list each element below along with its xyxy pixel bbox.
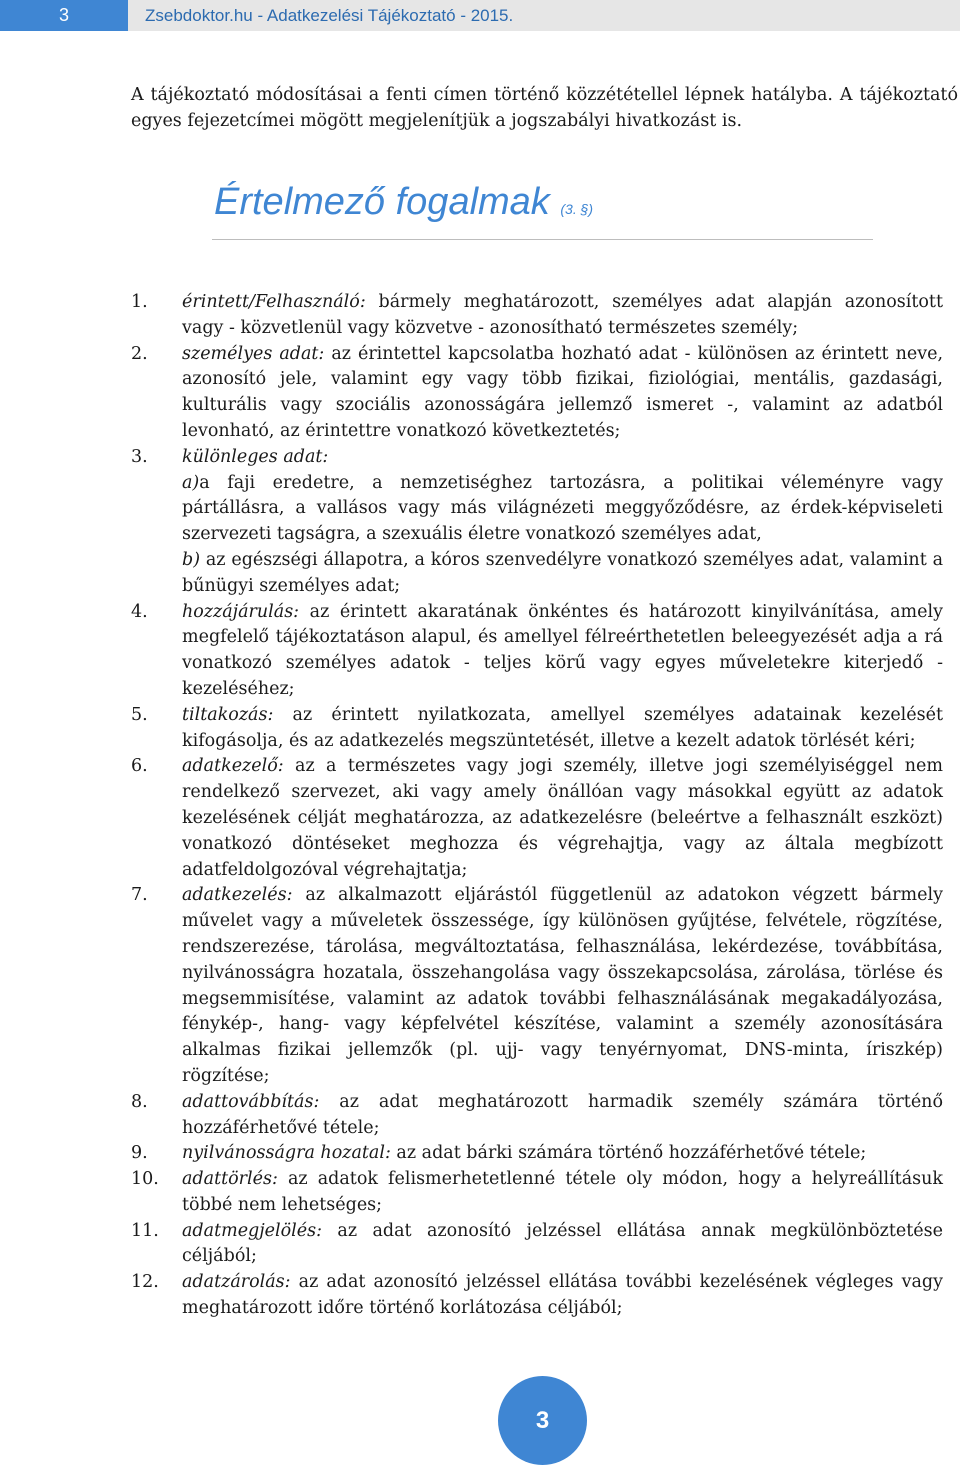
- subclause-a-label: a): [182, 472, 200, 493]
- definition-item: [131, 1167, 943, 1219]
- running-header: [0, 0, 960, 31]
- definition-number: 5.: [131, 704, 148, 725]
- definition-item: [131, 883, 943, 1089]
- definition-number: 3.: [131, 446, 148, 467]
- definition-body: [182, 290, 943, 342]
- definition-item: [131, 445, 943, 600]
- subclause-a: [182, 471, 943, 548]
- definition-body: [182, 1141, 943, 1167]
- definition-term: tiltakozás:: [182, 704, 274, 725]
- definition-text: az adat bárki számára történő hozzáférhetővé tétele;: [390, 1143, 867, 1164]
- definition-body: [182, 703, 943, 755]
- definition-body: [182, 1090, 943, 1142]
- subclause-b: [182, 548, 943, 600]
- header-page-number: 3: [0, 0, 128, 31]
- definition-number: 7.: [131, 885, 148, 906]
- definition-body: [182, 754, 943, 883]
- section-legal-ref: (3. §): [560, 201, 594, 217]
- definition-number: 6.: [131, 756, 148, 777]
- definition-item: [131, 1219, 943, 1271]
- definition-text: bármely meghatározott, személyes adat alapján azonosított vagy - közvetlenül vagy közvetve - azonosítható természetes személy;: [182, 292, 943, 338]
- definition-body: [182, 600, 943, 703]
- subclause-b-text: az egészségi állapotra, a kóros szenvedélyre vonatkozó személyes adat, valamint a bűnügyi személyes adat;: [182, 549, 943, 596]
- definition-number: 1.: [131, 292, 148, 312]
- definition-body: [182, 1219, 943, 1271]
- definition-body: [182, 1167, 943, 1219]
- definition-term: adatkezelés:: [182, 885, 293, 906]
- definition-item: [131, 600, 943, 703]
- definition-text: az a természetes vagy jogi személy, illetve jogi személyiséggel nem rendelkező szervezet, aki vagy amely önállóan vagy másokkal együtt az adatok kezelésének célját meghatározza, az adatkezelésre (beleértve a felhasznált eszközt) vonatkozó döntéseket meghozza és végrehajtja, vagy az általa megbízott adatfeldolgozóval végrehajtatja;: [182, 756, 943, 880]
- definition-number: 8.: [131, 1091, 148, 1112]
- definition-item: [131, 290, 943, 342]
- intro-paragraph: A tájékoztató módosításai a fenti címen történő közzététellel lépnek hatályba. A tájékoztató egyes fejezetcímei mögött megjelenítjük a jogszabályi hivatkozást is.: [131, 85, 958, 131]
- definition-term: érintett/Felhasználó:: [182, 292, 366, 312]
- definition-text: az érintett nyilatkozata, amellyel személyes adatainak kezelését kifogásolja, és az adatkezelés megszüntetését, illetve a kezelt adatok törlését kéri;: [182, 704, 943, 751]
- definition-text: az adatok felismerhetetlenné tétele oly módon, hogy a helyreállításuk többé nem lehetséges;: [182, 1169, 943, 1215]
- definition-item: [131, 342, 943, 445]
- definition-text: az adat azonosító jelzéssel ellátása további kezelésének végleges vagy meghatározott időre történő korlátozása céljából;: [182, 1272, 943, 1319]
- definition-number: 11.: [131, 1220, 159, 1241]
- definition-number: 2.: [131, 343, 148, 364]
- subclause-b-label: b): [182, 549, 201, 570]
- definition-text: az érintett akaratának önkéntes és határozott kinyilvánítása, amely megfelelő tájékoztatáson alapul, és amellyel félreérthetetlen beleegyezését adja a rá vonatkozó személyes adatok - teljes körű vagy egyes műveletekre kiterjedő - kezeléséhez;: [182, 601, 943, 699]
- subclause-a-text: a faji eredetre, a nemzetiséghez tartozásra, a politikai véleményre vagy pártállásra, a vallásos vagy más világnézeti meggyőződésre, az érdek-képviseleti szervezeti tagságra, a szexuális életre vonatkozó személyes adat,: [182, 472, 943, 545]
- definition-item: [131, 703, 943, 755]
- definition-term: különleges adat:: [182, 446, 329, 467]
- definition-term: adatkezelő:: [182, 756, 284, 777]
- header-title: Zsebdoktor.hu - Adatkezelési Tájékoztató - 2015.: [145, 6, 514, 25]
- definition-number: 12.: [131, 1272, 159, 1293]
- definition-term: személyes adat:: [182, 343, 325, 364]
- definition-term: adattovábbítás:: [182, 1091, 320, 1112]
- footer-page-number: 3: [498, 1376, 587, 1465]
- section-heading: [214, 174, 593, 237]
- definition-body: [182, 883, 943, 1089]
- definition-term: adatmegjelölés:: [182, 1220, 322, 1241]
- definition-item: [131, 1090, 943, 1142]
- definition-number: 10.: [131, 1169, 159, 1190]
- definition-term: adattörlés:: [182, 1169, 278, 1190]
- section-title-text: Értelmező fogalmak: [214, 181, 550, 223]
- definition-text: az adat meghatározott harmadik személy számára történő hozzáférhetővé tétele;: [182, 1091, 943, 1138]
- definition-body: [182, 342, 943, 445]
- definition-item: [131, 1270, 943, 1322]
- definition-number: 9.: [131, 1143, 148, 1164]
- definition-text: az adat azonosító jelzéssel ellátása annak megkülönböztetése céljából;: [182, 1220, 943, 1267]
- definition-number: 4.: [131, 601, 148, 622]
- definition-item: [131, 754, 943, 883]
- definition-body: [182, 445, 943, 600]
- definition-term: hozzájárulás:: [182, 601, 300, 622]
- definition-body: [182, 1270, 943, 1322]
- definition-term: nyilvánosságra hozatal:: [182, 1143, 391, 1164]
- definition-text: az érintettel kapcsolatba hozható adat - különösen az érintett neve, azonosító jele, valamint egy vagy több fizikai, fiziológiai, mentális, gazdasági, kulturális vagy szociális azonosságára jellemző ismeret -, valamint az adatból levonható, az érintettre vonatkozó következtetés;: [182, 343, 944, 441]
- definition-term: adatzárolás:: [182, 1272, 291, 1293]
- definitions-list: [131, 290, 943, 1322]
- definition-text: az alkalmazott eljárástól függetlenül az adatokon végzett bármely művelet vagy a műveletek összessége, így különösen gyűjtése, felvétele, rögzítése, rendszerezése, tárolása, megváltoztatása, felhasználása, lekérdezése, továbbítása, nyilvánosságra hozatala, összehangolása vagy összekapcsolása, zárolása, törlése és megsemmisítése, valamint az adatok további felhasználásának megakadályozása, fénykép-, hang- vagy képfelvétel készítése, valamint a személy azonosítására alkalmas fizikai jellemzők (pl. ujj- vagy tenyérnyomat, DNS-minta, íriszkép) rögzítése;: [182, 885, 943, 1086]
- heading-divider: [212, 239, 873, 240]
- definition-item: [131, 1141, 943, 1167]
